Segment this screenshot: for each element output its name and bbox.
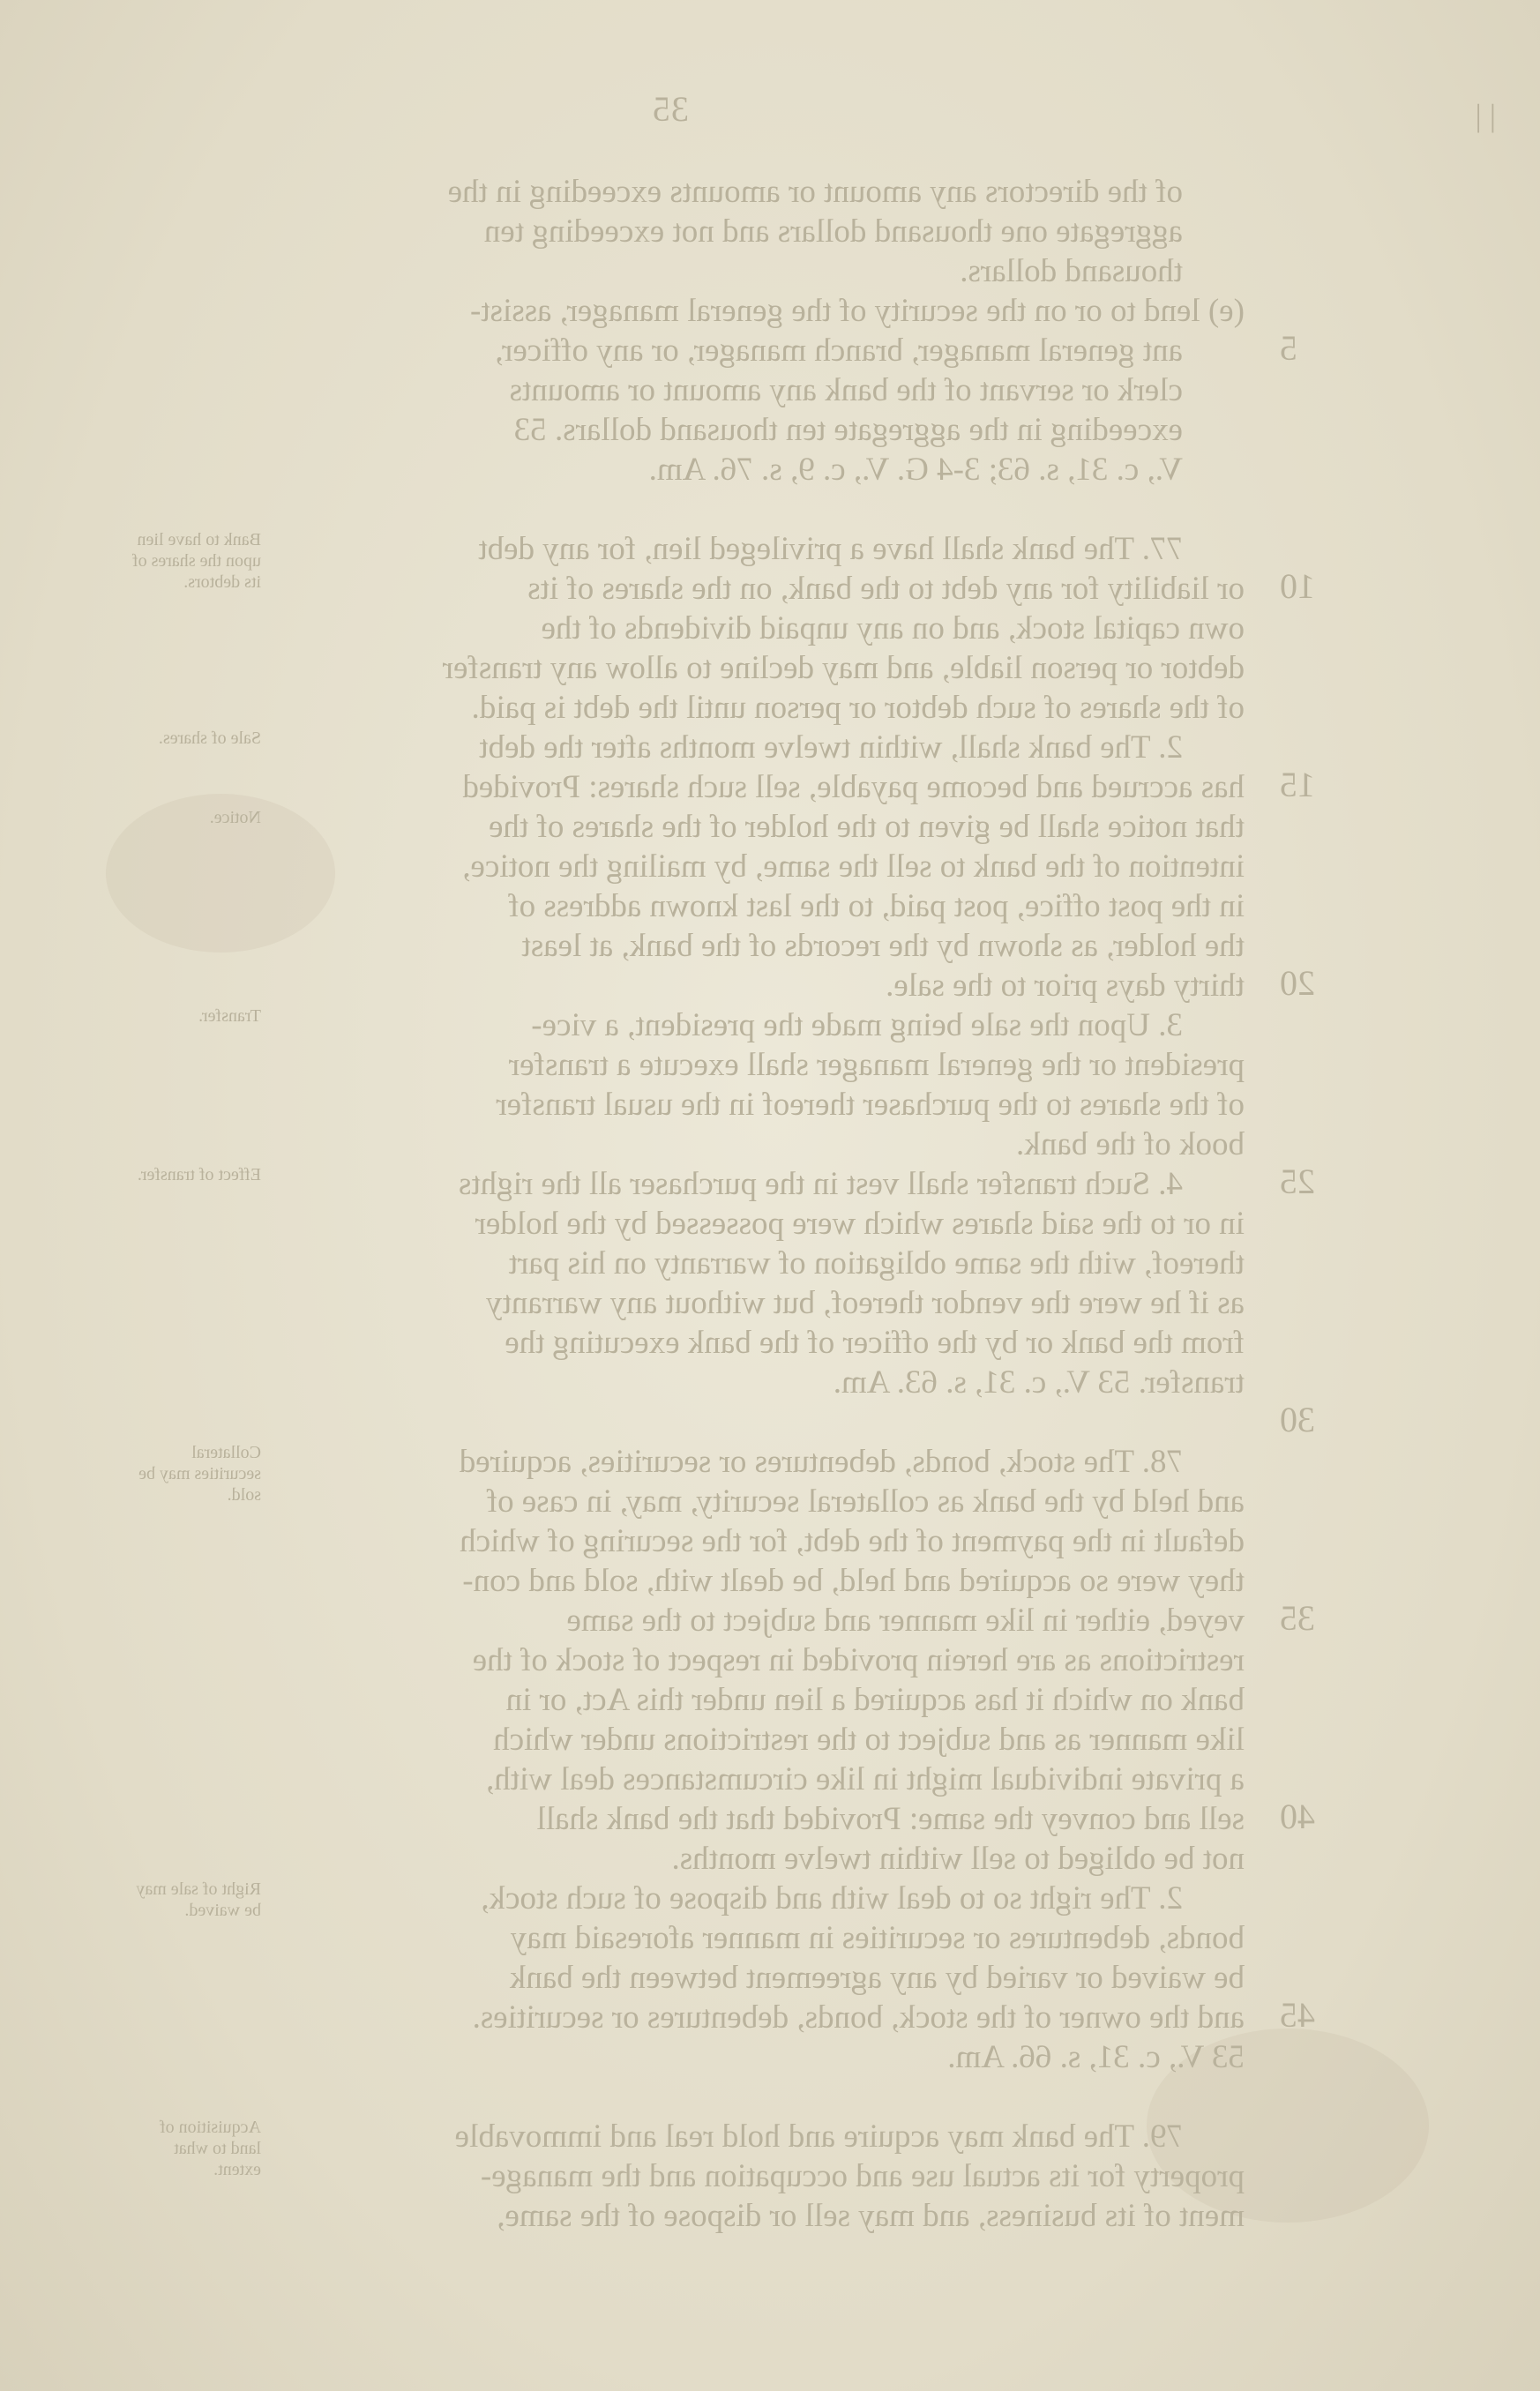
text-line: V., c. 31, s. 63; 3-4 G. V., c. 9, s. 76. Am.	[648, 452, 1183, 488]
text-line: of the directors any amount or amounts exceeding in the	[447, 174, 1183, 210]
text-line: book of the bank.	[1016, 1126, 1245, 1162]
text-line: sell and convey the same: Provided that the bank shall	[536, 1801, 1245, 1837]
text-line: 3. Upon the sale being made the president, a vice-	[531, 1007, 1183, 1043]
text-line: bonds, debentures or securities in manner aforesaid may	[510, 1920, 1245, 1956]
text-line: own capital stock, and on any unpaid dividends of the	[541, 610, 1245, 646]
margin-note: Notice.	[209, 808, 261, 827]
text-line: like manner as and subject to the restrictions under which	[493, 1722, 1245, 1758]
text-line: 4. Such transfer shall vest in the purchaser all the rights	[459, 1166, 1183, 1202]
line-number: 40	[1280, 1797, 1315, 1836]
main-text	[301, 172, 1245, 2236]
text-line: of the shares of such debtor or person until the debt is paid.	[471, 690, 1245, 726]
text-line: ment of its business, and may sell or dispose of the same,	[497, 2198, 1245, 2234]
line-number: 10	[1280, 566, 1315, 606]
margin-note: Right of sale may be waived.	[136, 1879, 261, 1920]
text-line: restrictions as are herein provided in respect of stock of the	[472, 1642, 1245, 1678]
text-line: (e) lend to or on the security of the general manager, assist-	[470, 293, 1245, 329]
text-line: as if he were the vendor thereof, but without any warranty	[486, 1285, 1245, 1321]
line-number: 30	[1280, 1400, 1315, 1439]
line-number: 5	[1280, 328, 1297, 368]
text-line: has accrued and become payable, sell such shares: Provided	[462, 769, 1245, 805]
line-number: 20	[1280, 963, 1315, 1003]
text-line	[301, 1402, 1245, 1442]
margin-note: Effect of transfer.	[137, 1165, 261, 1184]
text-line: bank on which it has acquired a lien under this Act, or in	[505, 1682, 1245, 1718]
margin-note: Bank to have lien upon the shares of its debtors.	[131, 530, 261, 592]
text-line: the holder, as shown by the records of the bank, at least	[521, 928, 1245, 964]
text-line: or liability for any debt to the bank, on the shares of its	[527, 571, 1245, 607]
text-line	[301, 2077, 1245, 2117]
text-line: in or to the said shares which were possessed by the holder	[475, 1206, 1245, 1242]
text-line: 78. The stock, bonds, debentures or securities, acquired	[459, 1444, 1183, 1480]
text-line: be waived or varied by any agreement between the bank	[509, 1960, 1245, 1996]
edge-mark: | |	[1475, 98, 1496, 133]
line-number: 35	[1280, 1598, 1315, 1638]
text-line: ant general manager, branch manager, or any officer,	[495, 332, 1183, 369]
text-line: a private individual might in like circumstances deal with,	[485, 1761, 1245, 1797]
text-line: aggregate one thousand dollars and not exceeding ten	[483, 213, 1183, 250]
text-line: that notice shall be given to the holder of the shares of the	[489, 809, 1245, 845]
text-line: not be obliged to sell within twelve months.	[671, 1841, 1245, 1877]
text-line: and held by the bank as collateral security, may, in case of	[486, 1483, 1245, 1520]
text-line: in the post office, post paid, to the last known address of	[508, 888, 1245, 924]
margin-note: Transfer.	[198, 1006, 261, 1026]
page-number: 35	[652, 89, 689, 129]
margin-note: Acquisition of land to what extent.	[160, 2118, 261, 2179]
text-line: clerk or servant of the bank any amount or amounts	[509, 372, 1183, 408]
text-line: 2. The right so to deal with and dispose of such stock,	[481, 1880, 1183, 1917]
line-number: 45	[1280, 1995, 1315, 2035]
margin-note: Sale of shares.	[158, 729, 261, 748]
text-line: property for its actual use and occupation and the manage-	[480, 2158, 1245, 2194]
text-line: exceeding in the aggregate ten thousand dollars. 53	[513, 412, 1183, 448]
text-line: 79. The bank may acquire and hold real and immovable	[454, 2118, 1183, 2155]
line-number: 25	[1280, 1162, 1315, 1201]
text-line: thirty days prior to the sale.	[886, 968, 1245, 1004]
text-line: they were so acquired and held, be dealt with, sold and con-	[462, 1563, 1245, 1599]
text-line: veyed, either in like manner and subject to the same	[566, 1603, 1245, 1639]
text-line: thereof, with the same obligation of warranty on his part	[508, 1245, 1245, 1281]
text-line: default in the payment of the debt, for the securing of which	[460, 1523, 1245, 1559]
text-line: debtor or person liable, and may decline to allow any transfer	[442, 650, 1245, 686]
text-line: transfer. 53 V., c. 31, s. 63. Am.	[833, 1364, 1245, 1401]
text-line: thousand dollars.	[960, 253, 1183, 289]
text-line: and the owner of the stock, bonds, debentures or securities.	[472, 1999, 1245, 2036]
text-line: president or the general manager shall execute a transfer	[508, 1047, 1245, 1083]
text-line: from the bank or by the officer of the bank executing the	[505, 1325, 1245, 1361]
text-line: 53 V., c. 31, s. 66. Am.	[947, 2039, 1245, 2075]
line-number: 15	[1280, 765, 1315, 804]
text-line: intention of the bank to sell the same, by mailing the notice,	[462, 848, 1245, 885]
text-line	[301, 489, 1245, 529]
text-line: 77. The bank shall have a privileged lien, for any debt	[478, 531, 1183, 567]
margin-note: Collateral securities may be sold.	[138, 1443, 261, 1505]
text-line: of the shares to the purchaser thereof in the usual transfer	[496, 1087, 1245, 1123]
text-line: 2. The bank shall, within twelve months after the debt	[479, 729, 1183, 766]
